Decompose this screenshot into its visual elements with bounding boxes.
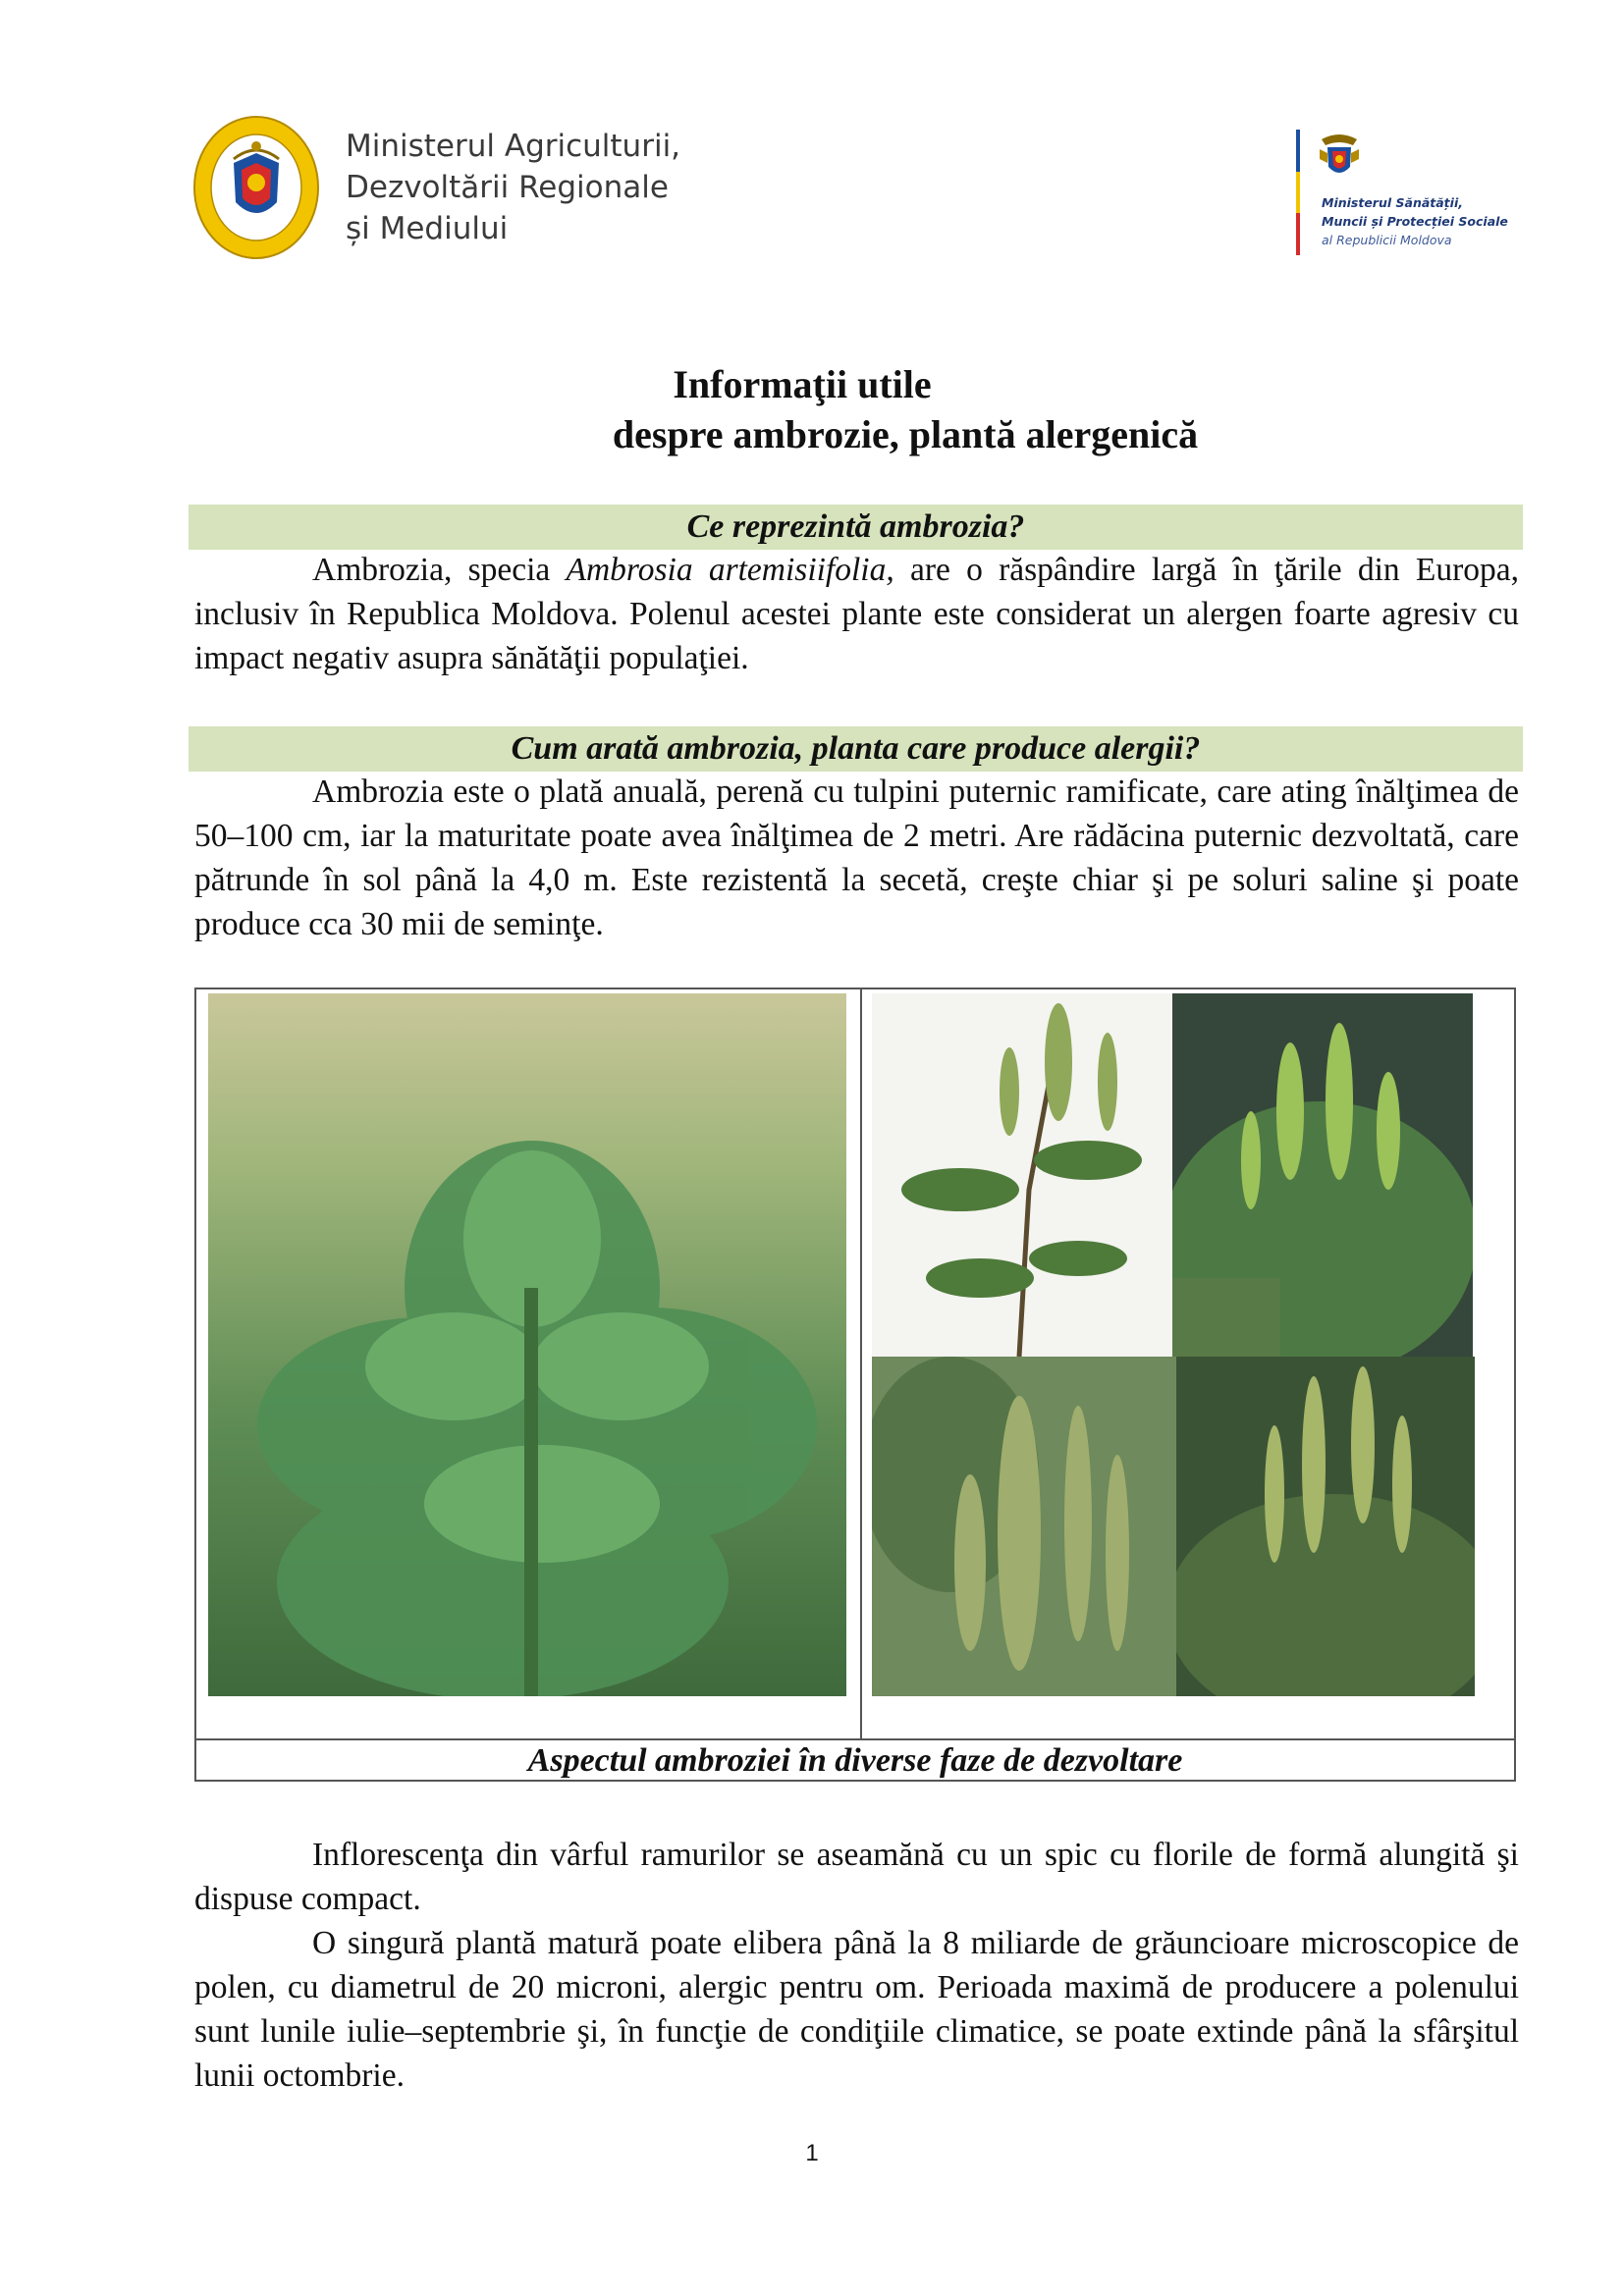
figure-divider — [860, 988, 862, 1739]
species-name: Ambrosia artemisiifolia, — [566, 552, 894, 588]
section-heading-what-is-ragweed: Ce reprezintă ambrozia? — [189, 505, 1523, 550]
left-ministry-line2: Dezvoltării Regionale — [346, 170, 669, 205]
section-heading-how-ragweed-looks: Cum arată ambrozia, planta care produce alergii? — [189, 726, 1523, 772]
right-ministry-line2: Muncii și Protecției Sociale — [1322, 214, 1508, 229]
page-number: 1 — [805, 2140, 819, 2166]
ragweed-mature-photo — [1176, 1357, 1475, 1696]
ragweed-flowering-photo — [1172, 993, 1473, 1357]
paragraph-text: O singură plantă matură poate elibera până la 8 miliarde de grăuncioare microscopice de polen, cu diametrul de 20 microni, alergic pentru om. Perioada maximă de producere a polenului sunt lunile iulie–septembrie şi, în funcţie de condiţiile climatice, se poate extinde până la sfârşitul lunii octombrie. — [194, 1925, 1519, 2094]
ragweed-inflorescence-photo — [872, 1357, 1176, 1696]
section-paragraph-how-ragweed-looks — [194, 770, 1519, 946]
pollen-paragraph — [194, 1921, 1519, 2098]
left-ministry-name — [346, 126, 758, 249]
right-ministry-line1: Ministerul Sănătății, — [1322, 195, 1463, 210]
paragraph-text: Inflorescenţa din vârful ramurilor se aseamănă cu un spic cu florile de formă alungită şi dispuse compact. — [194, 1837, 1519, 1917]
section-paragraph-what-is-ragweed — [194, 548, 1519, 680]
paragraph-text: are o răspândire largă în ţările din Europa, inclusiv în Republica Moldova. Polenul acestei plante este considerat un alergen foarte agresiv cu impact negativ asupra sănătăţii populaţiei. — [194, 552, 1519, 676]
right-ministry-color-bar — [1296, 130, 1300, 255]
paragraph-text: Ambrozia, specia — [312, 552, 567, 588]
left-ministry-line1: Ministerul Agriculturii, — [346, 129, 681, 164]
document-title-line2: despre ambrozie, plantă alergenică — [612, 412, 1199, 456]
ragweed-plant-photo — [208, 993, 846, 1696]
moldova-government-seal-icon — [192, 114, 320, 261]
ragweed-branch-photo — [872, 993, 1172, 1357]
right-ministry-line3: al Republicii Moldova — [1322, 233, 1452, 247]
inflorescence-paragraph — [194, 1833, 1519, 1921]
paragraph-text: Ambrozia este o plată anuală, perenă cu tulpini puternic ramificate, care ating înălţimea de 50–100 cm, iar la maturitate poate avea înălţimea de 2 metri. Are rădăcina puternic dezvoltată, care pătrunde în sol până la 4,0 m. Este rezistentă la secetă, creşte chiar şi pe soluri saline şi poate produce cca 30 mii de seminţe. — [194, 774, 1519, 942]
right-ministry-name — [1322, 193, 1616, 249]
moldova-coat-of-arms-icon — [1316, 130, 1363, 185]
document-title-line1: Informaţii utile — [673, 362, 932, 406]
figure-caption: Aspectul ambroziei în diverse faze de dezvoltare — [527, 1742, 1183, 1779]
left-ministry-line3: și Mediului — [346, 211, 509, 246]
